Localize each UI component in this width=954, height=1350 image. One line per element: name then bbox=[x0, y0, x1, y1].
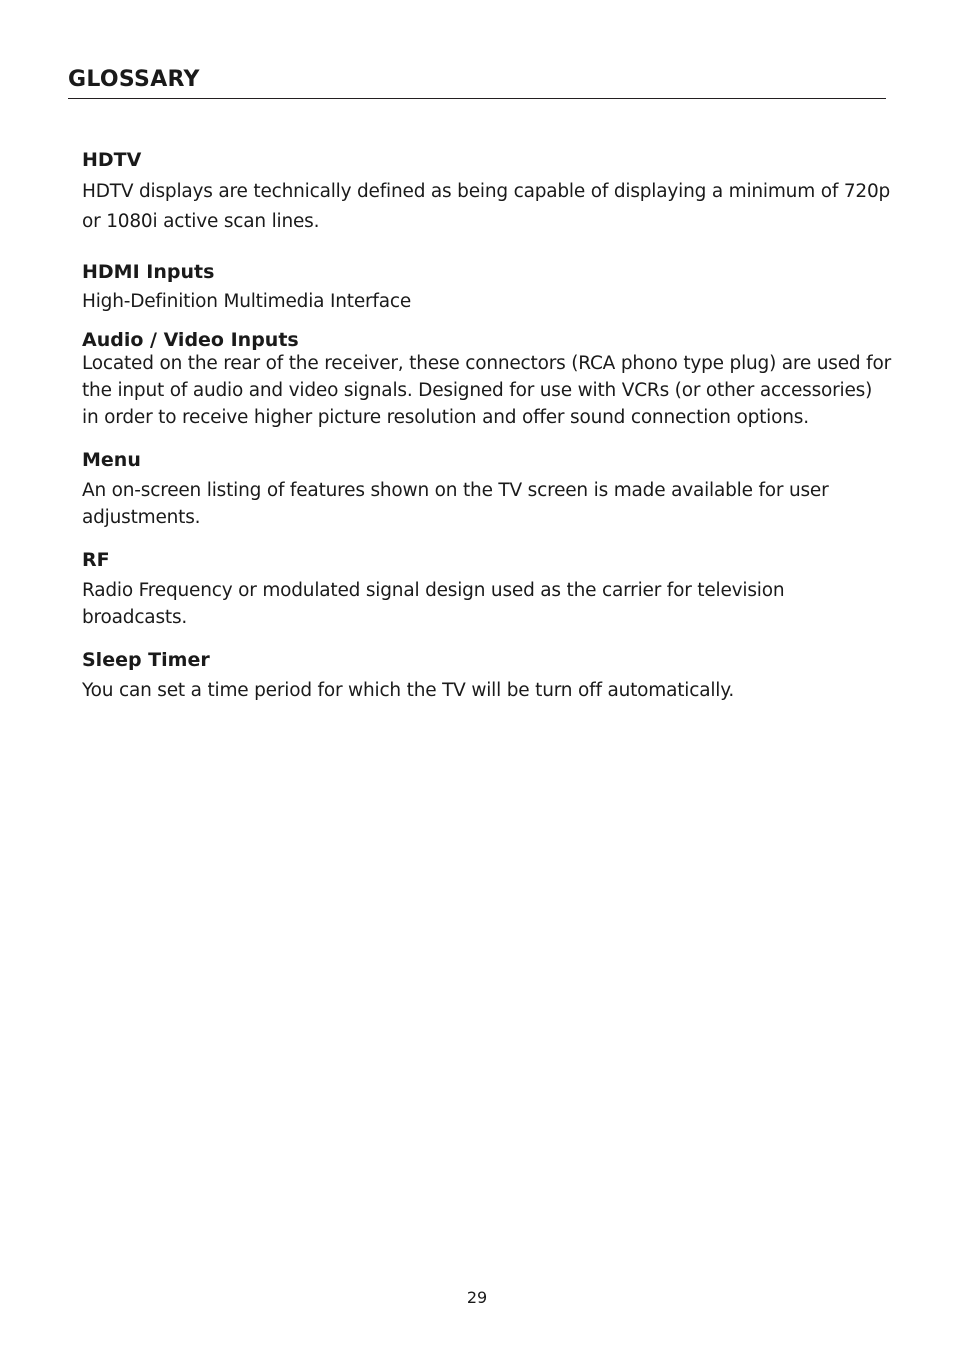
glossary-term: RF bbox=[82, 549, 110, 571]
glossary-definition: High-Definition Multimedia Interface bbox=[82, 291, 412, 312]
glossary-list bbox=[82, 147, 892, 704]
glossary-term: Sleep Timer bbox=[82, 649, 210, 671]
glossary-entry-rf bbox=[82, 547, 892, 631]
glossary-entry-hdmi-inputs bbox=[82, 259, 892, 315]
glossary-entry-hdtv bbox=[82, 147, 892, 237]
glossary-entry-audio-video-inputs bbox=[82, 327, 892, 431]
glossary-definition: An on-screen listing of features shown on the TV screen is made available for user adjustments. bbox=[82, 480, 829, 528]
page-number: 29 bbox=[466, 1288, 488, 1307]
glossary-term: Audio / Video Inputs bbox=[82, 329, 299, 351]
glossary-definition: HDTV displays are technically defined as being capable of displaying a minimum of 720p or 1080i active scan lines. bbox=[82, 181, 891, 232]
glossary-term: Menu bbox=[82, 449, 141, 471]
page-title: GLOSSARY bbox=[68, 67, 200, 92]
glossary-entry-menu bbox=[82, 447, 892, 531]
glossary-definition: Located on the rear of the receiver, these connectors (RCA phono type plug) are used for the input of audio and video signals. Designed for use with VCRs (or other accessories) in order to receive higher picture resolution and offer sound connection options. bbox=[82, 353, 891, 428]
glossary-entry-sleep-timer bbox=[82, 647, 892, 704]
page-header bbox=[68, 64, 886, 99]
glossary-definition: You can set a time period for which the TV will be turn off automatically. bbox=[82, 680, 735, 701]
glossary-term: HDMI Inputs bbox=[82, 261, 215, 283]
glossary-definition: Radio Frequency or modulated signal design used as the carrier for television broadcasts. bbox=[82, 580, 785, 628]
glossary-term: HDTV bbox=[82, 149, 142, 171]
